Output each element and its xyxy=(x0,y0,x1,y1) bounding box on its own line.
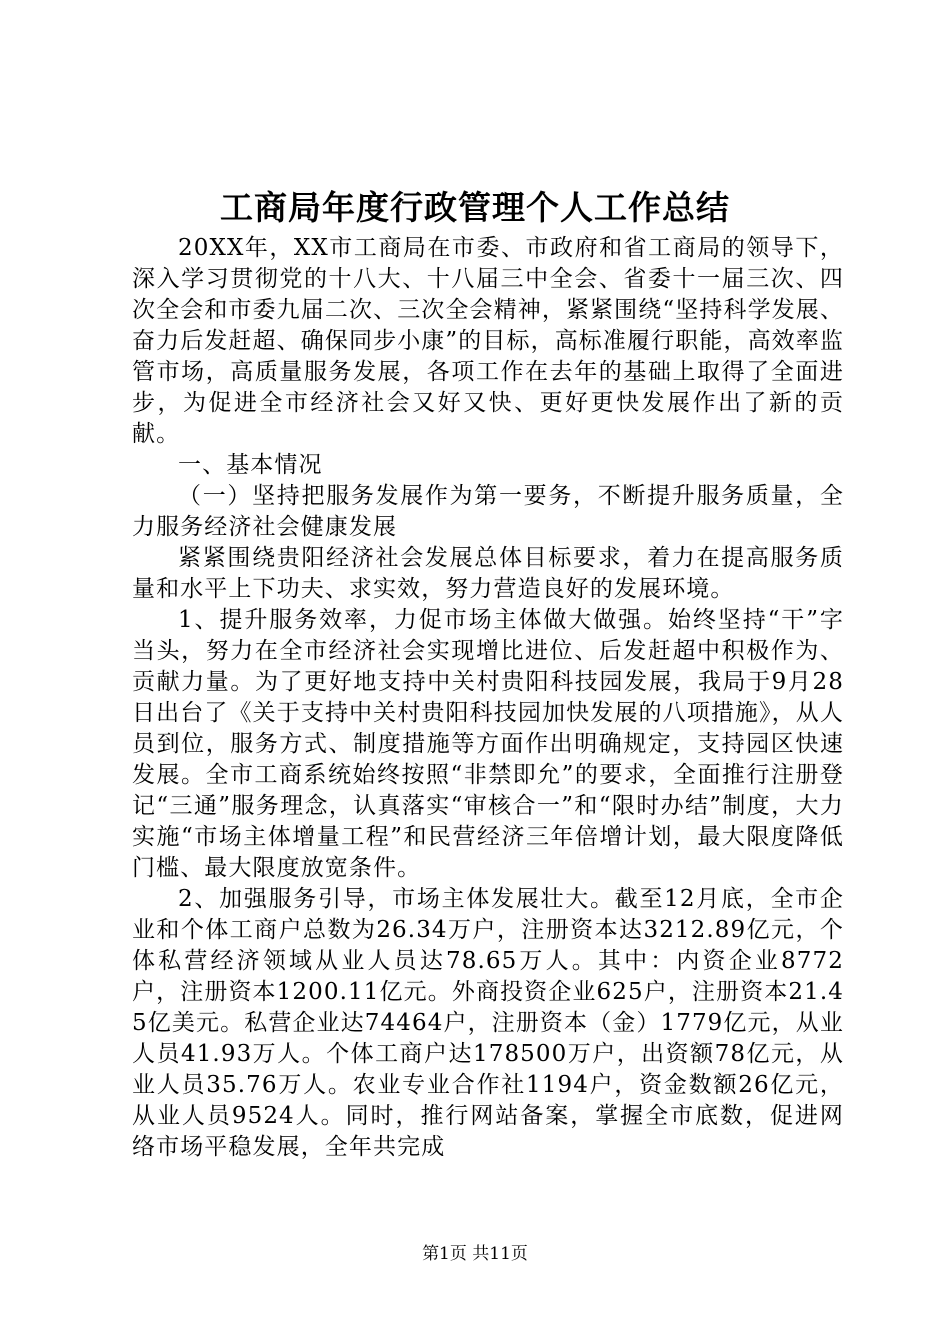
paragraph-intro: 20XX年，XX市工商局在市委、市政府和省工商局的领导下，深入学习贯彻党的十八大、十八届三中全会、省委十一届三次、四次全会和市委九届二次、三次全会精神，紧紧围绕“坚持科学发展、奋力后发赶超、确保同步小康”的目标，高标准履行职能，高效率监管市场，高质量服务发展，各项工作在去年的基础上取得了全面进步，为促进全市经济社会又好又快、更好更快发展作出了新的贡献。 xyxy=(132,235,844,447)
section-heading-basic-situation: 一、基本情况 xyxy=(178,452,323,478)
page-footer: 第1页 共11页 xyxy=(422,1244,528,1264)
document-title: 工商局年度行政管理个人工作总结 xyxy=(220,188,730,227)
document-body xyxy=(132,233,844,1163)
paragraph-item-1: 1、提升服务效率，力促市场主体做大做强。始终坚持“干”字当头，努力在全市经济社会实现增比进位、后发赶超中积极作为、贡献力量。为了更好地支持中关村贵阳科技园发展，我局于9月28日出台了《关于支持中关村贵阳科技园加快发展的八项措施》，从人员到位，服务方式、制度措施等方面作出明确规定，支持园区快速发展。全市工商系统始终按照“非禁即允”的要求，全面推行注册登记“三通”服务理念，认真落实“审核合一”和“限时办结”制度，大力实施“市场主体增量工程”和民营经济三年倍增计划，最大限度降低门槛、最大限度放宽条件。 xyxy=(132,607,844,881)
paragraph-item-2: 2、加强服务引导，市场主体发展壮大。截至12月底，全市企业和个体工商户总数为26.34万户，注册资本达3212.89亿元，个体私营经济领域从业人员达78.65万人。其中：内资企业8772户，注册资本1200.11亿元。外商投资企业625户，注册资本21.45亿美元。私营企业达74464户，注册资本（金）1779亿元，从业人员41.93万人。个体工商户达178500万户，出资额78亿元，从业人员35.76万人。农业专业合作社1194户，资金数额26亿元，从业人员9524人。同时，推行网站备案，掌握全市底数，促进网络市场平稳发展，全年共完成 xyxy=(132,886,844,1160)
paragraph-service-goal: 紧紧围绕贵阳经济社会发展总体目标要求，着力在提高服务质量和水平上下功夫、求实效，努力营造良好的发展环境。 xyxy=(132,545,844,602)
subsection-heading-service-development: （一）坚持把服务发展作为第一要务，不断提升服务质量，全力服务经济社会健康发展 xyxy=(132,483,844,540)
